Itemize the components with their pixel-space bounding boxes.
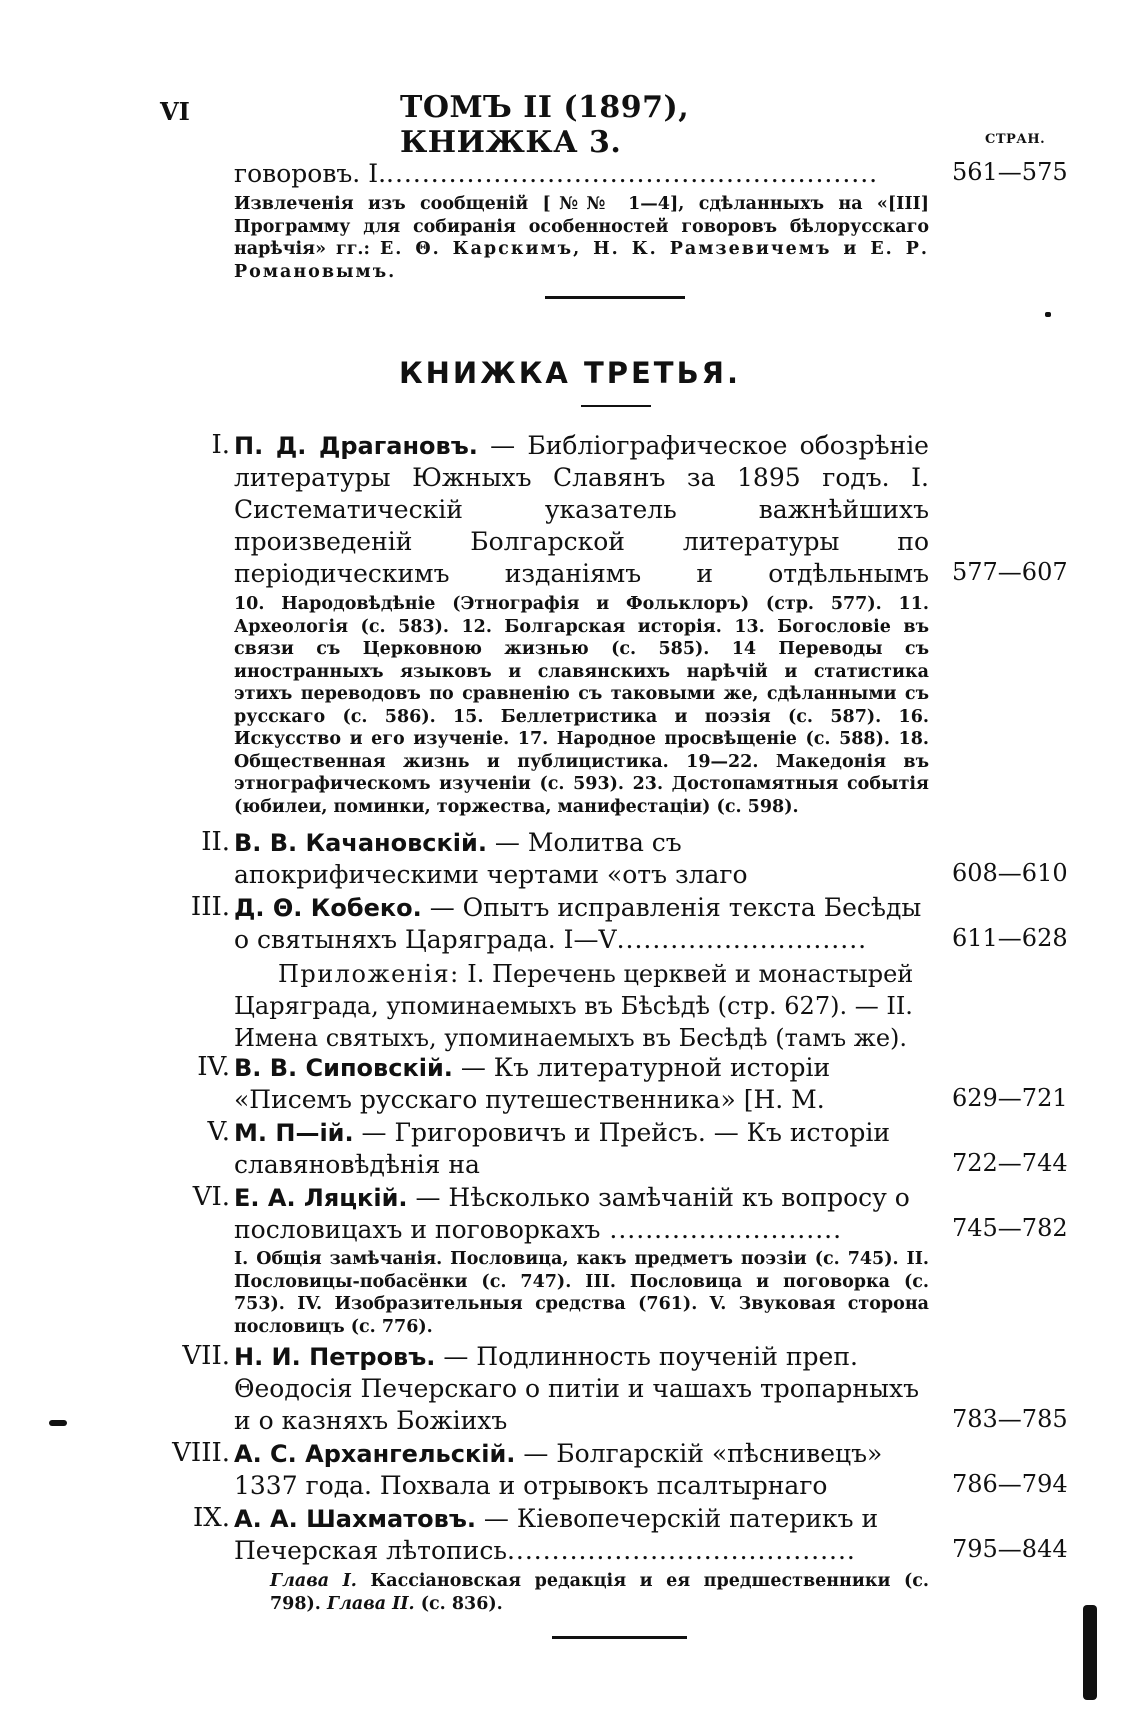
entry-number: VII. <box>182 1341 230 1371</box>
entry-author: Н. И. Петровъ. <box>234 1343 436 1371</box>
entry-title: — Григоровичъ и Прейсъ. — Къ исторіи славяновѣдѣнія на <box>234 1118 891 1179</box>
entry-author: Е. А. Ляцкій. <box>234 1184 408 1212</box>
margin-mark <box>1045 312 1051 317</box>
page-header-title: ТОМЪ II (1897), КНИЖКА 3. <box>400 90 690 160</box>
entry-note: 10. Народовѣдѣніе (Этнографія и Фольклоръ) (стр. 577). 11. Археологія (с. 583). 12. Болгарская исторія. 13. Богословіе въ связи съ Церковною жизнью (с. 585). 14 Переводы съ иностранныхъ языковъ и славянскихъ нарѣчій и статистика этихъ переводовъ по сравненію съ таковыми же, сдѣланными съ русскаго (с. 586). 15. Беллетристика и поэзія (с. 587). 16. Искусство и его изученіе. 17. Народное просвѣщеніе (с. 588). 18. Общественная жизнь и публицистика. 19—22. Македонія въ этнографическомъ изученіи (с. 593). 23. Достопамятныя событія (юбилеи, поминки, торжества, манифестаціи) (с. 598). <box>234 594 929 817</box>
entry-pages: 561—575 <box>952 158 1068 186</box>
entry-pages: 795—844 <box>952 1535 1068 1563</box>
entry-pages: 786—794 <box>952 1470 1068 1498</box>
entry-number: V. <box>207 1117 230 1147</box>
entry-title: — Къ литературной исторіи «Писемъ русскаго путешественника» [Н. М. <box>234 1053 831 1114</box>
entry-note: I. Общія замѣчанія. Пословица, какъ предметъ поэзіи (с. 745). II. Пословицы-побасёнки (с. 747). III. Пословица и поговорка (с. 753). IV. Изобразительныя средства (761). V. Звуковая сторона пословицъ (с. 776). <box>234 1249 929 1337</box>
bottom-divider <box>552 1636 687 1639</box>
entry-title: — Опытъ исправленія текста Бесѣды о святыняхъ Царяграда. I—V <box>234 893 922 954</box>
entry-number: VI. <box>192 1182 230 1212</box>
entry-pages: 745—782 <box>952 1214 1068 1242</box>
margin-mark <box>49 1420 67 1426</box>
entry-title: говоровъ. I. <box>234 159 387 188</box>
section-title: КНИЖКА ТРЕТЬЯ. <box>398 356 742 390</box>
entry-author: В. В. Качановскій. <box>234 829 487 857</box>
entry-author: М. П—ій. <box>234 1119 354 1147</box>
entry-note: Глава I. Кассіановская редакція и ея предшественники (с. 798). Глава II. (с. 836). <box>270 1571 929 1614</box>
entry-pages: 611—628 <box>952 924 1068 952</box>
entry-number: IX. <box>192 1503 230 1533</box>
entry-pages: 629—721 <box>952 1084 1068 1112</box>
section-divider <box>545 296 685 299</box>
entry-title: — Подлинность поученій преп. Θеодосія Печерскаго о питіи и чашахъ тропарныхъ и о казняхъ Божіихъ <box>234 1342 919 1435</box>
entry-number: II. <box>201 827 230 857</box>
entry-pages: 577—607 <box>952 558 1068 586</box>
document-page: VI ТОМЪ II (1897), КНИЖКА 3. СТРАН. говоровъ. I........................................................ 561—575 Извлеченія изъ сообщеній [№№ 1—4], сдѣланныхъ на «[III] Программу для собиранія особенностей говоровъ бѣлорусскаго нарѣчія» гг.: Е. Θ. Карскимъ, Н. К. Рамзевичемъ и Е. Р. Романовымъ. КНИЖКА ТРЕТЬЯ. I. П. Д. Драгановъ. — Библіографическое обозрѣніе литературы Южныхъ Славянъ за 1895 годъ. I. Систематическій указатель важнѣйшихъ произведеній Болгарской литературы по періодическимъ изданіямъ и отдѣльнымъ 577—607 10. Народовѣдѣніе (Этнографія и Фольклоръ) (стр. 577). 11. Археологія (с. 583). 12. Болгарская исторія. 13. Богословіе въ связи съ Церковною жизнью (с. 585). 14 Переводы съ иностранныхъ языковъ и славянскихъ нарѣчій и статистика этихъ переводовъ по сравненію съ таковыми же, сдѣланными съ русскаго (с. 586). 15. Беллетристика и поэзія (с. 587). 16. Искусство и его изученіе. 17. Народное просвѣщеніе (с. 588). 18. Общественная жизнь и публицистика. 19—22. Македонія въ этнографическомъ изученіи (с. 593). 23. Достопамятныя событія (юбилеи, поминки, торжества, манифестаціи) (с. 598). II. В. В. Качановскій. — Молитва съ апокрифическими чертами «отъ злаго 608—610 III. Д. Θ. Кобеко. — Опытъ исправленія текста Бесѣды о святыняхъ Царяграда. I—V............................ 611—628 Приложенія: I. Перечень церквей и монастырей Царяграда, упоминаемыхъ въ Бѣсѣдѣ (стр. 627). — II. Имена святыхъ, упоминаемыхъ въ Бесѣдѣ (тамъ же). IV. В. В. Сиповскій. — Къ литературной исторіи «Писемъ русскаго путешественника» [Н. М. 629—721 V. М. П—ій. — Григоровичъ и Прейсъ. — Къ исторіи славяновѣдѣнія на 722—744 VI. Е. А. Ляцкій. — Нѣсколько замѣчаній къ вопросу о пословицахъ и поговоркахъ .......................... 745—782 I. Общія замѣчанія. Пословица, какъ предметъ поэзіи (с. 745). II. Пословицы-побасёнки (с. 747). III. Пословица и поговорка (с. 753). IV. Изобразительныя средства (761). V. Звуковая сторона пословицъ (с. 776). VII. Н. И. Петровъ. — Подлинность поученій преп. Θеодосія Печерскаго о питіи и чашахъ тропарныхъ и о казняхъ Божіихъ 783—785 VIII. А. С. Архангельскій. — Болгарскій «пѣснивецъ» 1337 года. Похвала и отрывокъ псалтырнаго 786—794 IX. А. А. Шахматовъ. — Кіевопечерскій патерикъ и Печерская лѣтопись....................................... 795—844 Глава I. Кассіановская редакція и ея предшественники (с. 798). Глава II. (с. 836). <box>0 0 1140 1735</box>
entry-appendix: Приложенія: I. Перечень церквей и монастырей Царяграда, упоминаемыхъ въ Бѣсѣдѣ (стр. 627). — II. Имена святыхъ, упоминаемыхъ въ Бесѣдѣ (тамъ же). <box>234 960 914 1052</box>
entry-author: П. Д. Драгановъ. <box>234 432 478 460</box>
entry-title: — Болгарскій «пѣснивецъ» 1337 года. Похвала и отрывокъ псалтырнаго <box>234 1439 883 1500</box>
entry-number: IV. <box>197 1052 230 1082</box>
entry-pages: 783—785 <box>952 1405 1068 1433</box>
title-underline <box>581 405 651 407</box>
entry-number: III. <box>190 892 230 922</box>
entry-number: VIII. <box>172 1438 230 1468</box>
entry-author: А. С. Архангельскій. <box>234 1440 516 1468</box>
entry-note: Извлеченія изъ сообщеній [№№ 1—4], сдѣланныхъ на «[III] Программу для собиранія особенностей говоровъ бѣлорусскаго нарѣчія» гг.: Е. Θ. Карскимъ, Н. К. Рамзевичемъ и Е. Р. Романовымъ. <box>234 194 929 282</box>
entry-title: — Кіевопечерскій патерикъ и Печерская лѣтопись <box>234 1504 879 1565</box>
margin-mark <box>1083 1605 1097 1700</box>
entry-author: А. А. Шахматовъ. <box>234 1505 476 1533</box>
entry-pages: 608—610 <box>952 859 1068 887</box>
entry-author: В. В. Сиповскій. <box>234 1054 453 1082</box>
pages-column-label: СТРАН. <box>985 132 1046 147</box>
entry-pages: 722—744 <box>952 1149 1068 1177</box>
entry-author: Д. Θ. Кобеко. <box>234 894 422 922</box>
entry-title: — Молитва съ апокрифическими чертами «отъ злаго <box>234 828 748 889</box>
page-number: VI <box>160 97 190 126</box>
entry-title: — Библіографическое обозрѣніе литературы Южныхъ Славянъ за 1895 годъ. I. Систематическій указатель важнѣйшихъ произведеній Болгарской литературы по періодическимъ изданіямъ и отдѣльнымъ <box>234 431 929 588</box>
entry-number: I. <box>211 430 230 460</box>
entry-title: — Нѣсколько замѣчаній къ вопросу о пословицахъ и поговоркахъ <box>234 1183 910 1244</box>
